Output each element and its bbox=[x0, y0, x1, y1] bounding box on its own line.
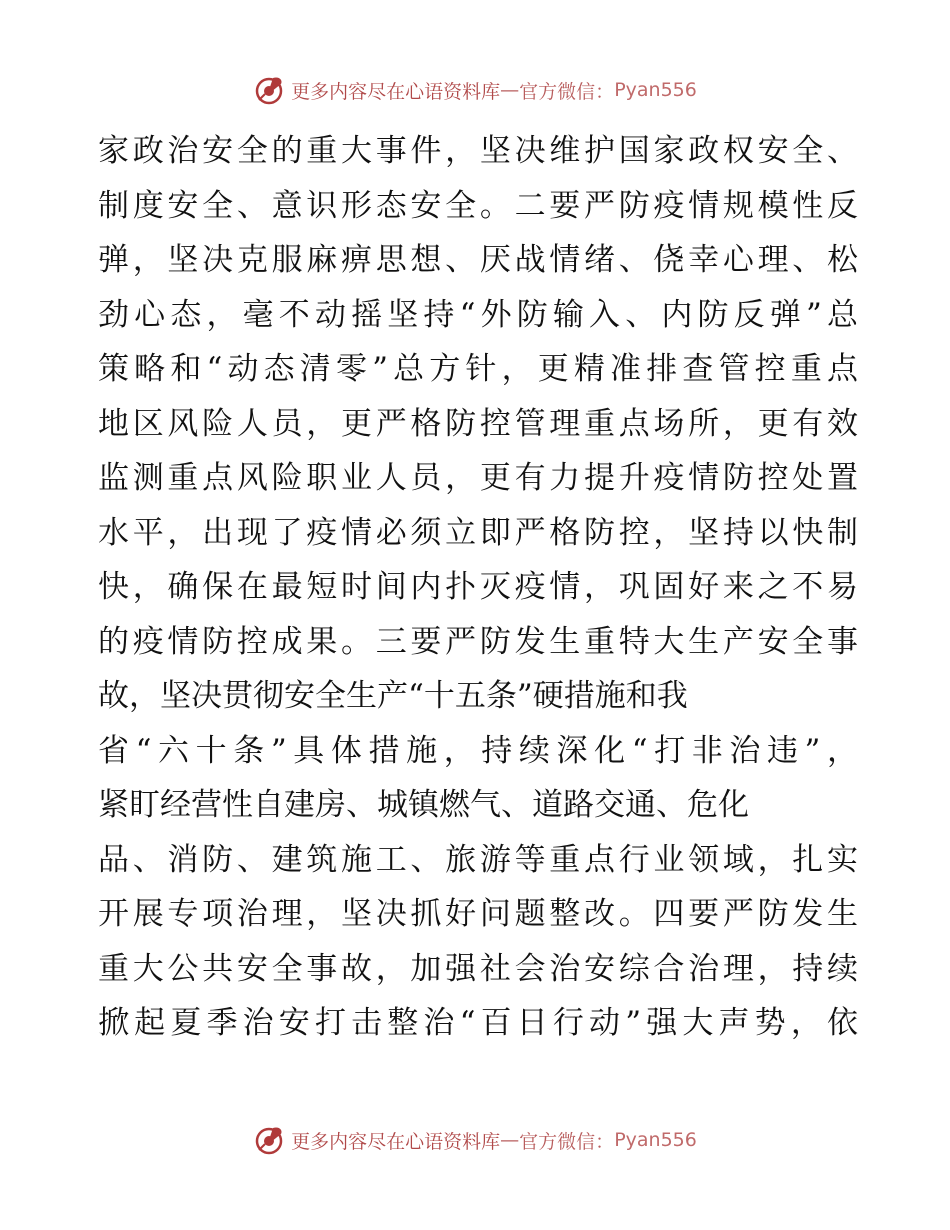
text-line: 弹，坚决克服麻痹思想、厌战情绪、侥幸心理、松 bbox=[98, 242, 858, 278]
watermark-wechat-id: Pyan556 bbox=[614, 79, 697, 101]
text-line: 快，确保在最短时间内扑灭疫情，巩固好来之不易 bbox=[98, 569, 858, 605]
text-line: 的疫情防控成果。三要严防发生重特大生产安全事 bbox=[98, 623, 858, 660]
text-line: 掀起夏季治安打击整治“百日行动”强大声势，依 bbox=[98, 1005, 858, 1041]
text-line: 故，坚决贯彻安全生产“十五条”硬措施和我 bbox=[98, 678, 688, 714]
text-line: 品、消防、建筑施工、旅游等重点行业领域，扎实 bbox=[98, 841, 858, 878]
text-line: 地区风险人员，更严格防控管理重点场所，更有效 bbox=[98, 405, 858, 442]
footer-watermark bbox=[0, 1120, 950, 1160]
text-line: 紧盯经营性自建房、城镇燃气、道路交通、危化 bbox=[98, 787, 749, 823]
body-paragraph bbox=[98, 124, 858, 1051]
text-line: 监测重点风险职业人员，更有力提升疫情防控处置 bbox=[98, 460, 858, 496]
text-line: 制度安全、意识形态安全。二要严防疫情规模性反 bbox=[98, 187, 858, 224]
watermark-dash: — bbox=[500, 79, 520, 101]
watermark-official-label: 官方微信： bbox=[519, 1130, 615, 1153]
quill-logo-icon bbox=[253, 74, 285, 106]
text-line: 策略和“动态清零”总方针，更精准排查管控重点 bbox=[98, 351, 858, 387]
quill-logo-icon bbox=[253, 1124, 285, 1156]
text-line: 省“六十条”具体措施，持续深化“打非治违”， bbox=[98, 732, 858, 769]
watermark-wechat-id: Pyan556 bbox=[614, 1129, 697, 1151]
text-line: 开展专项治理，坚决抓好问题整改。四要严防发生 bbox=[98, 896, 858, 932]
text-line: 家政治安全的重大事件，坚决维护国家政权安全、 bbox=[98, 133, 858, 169]
text-line: 劲心态，毫不动摇坚持“外防输入、内防反弹”总 bbox=[98, 296, 858, 333]
text-line: 水平，出现了疫情必须立即严格防控，坚持以快制 bbox=[98, 514, 858, 551]
watermark-text: 更多内容尽在心语资料库 bbox=[291, 80, 501, 103]
watermark-dash: — bbox=[500, 1129, 520, 1151]
watermark-text: 更多内容尽在心语资料库 bbox=[291, 1130, 501, 1153]
header-watermark bbox=[0, 70, 950, 110]
watermark-official-label: 官方微信： bbox=[519, 80, 615, 103]
text-line: 重大公共安全事故，加强社会治安综合治理，持续 bbox=[98, 950, 858, 987]
